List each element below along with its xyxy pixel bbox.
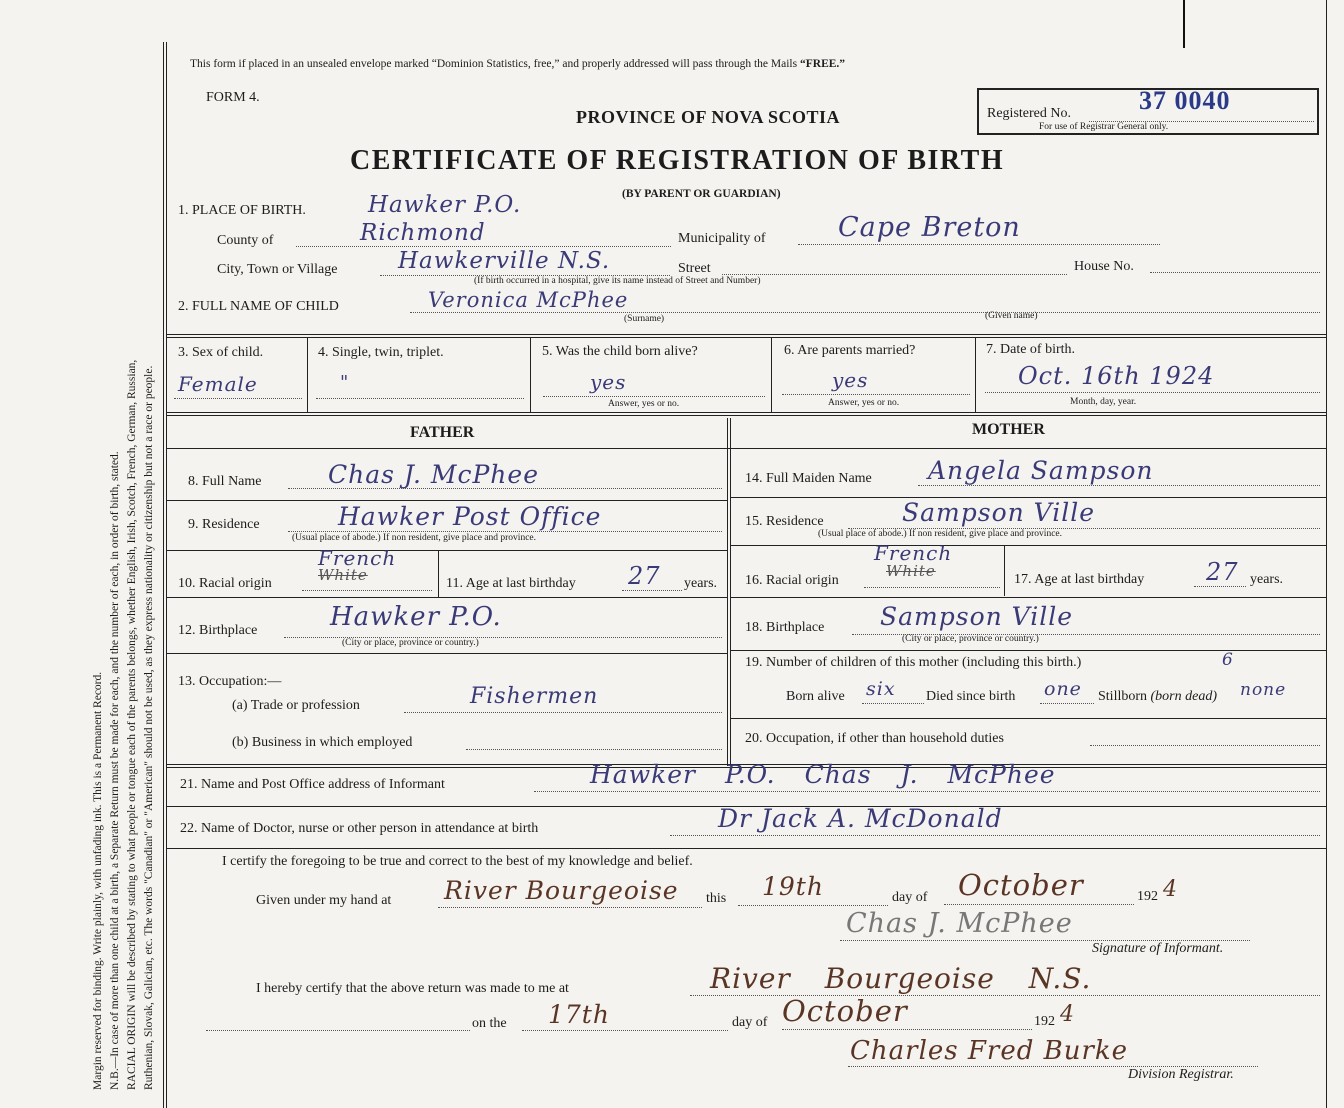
father-residence-note: (Usual place of abode.) If non resident, give place and province. <box>292 533 536 543</box>
registered-number-box <box>977 88 1319 135</box>
province-heading: PROVINCE OF NOVA SCOTIA <box>576 107 841 127</box>
registrar-note: For use of Registrar General only. <box>1039 122 1169 132</box>
form-right-border <box>1326 0 1327 1108</box>
father-business-label: (b) Business in which employed <box>232 735 413 750</box>
registrar-day: 17th <box>548 1000 610 1029</box>
registrar-year-prefix: 192 <box>1034 1014 1055 1029</box>
given-name-note: (Given name) <box>985 311 1038 321</box>
mother-children-value: 6 <box>1222 650 1234 670</box>
mother-name-value: Angela Sampson <box>928 456 1154 485</box>
given-day: 19th <box>762 872 824 901</box>
parents-divider <box>727 418 731 766</box>
father-racial-origin-value: French <box>318 546 397 570</box>
registrar-month: October <box>782 994 908 1028</box>
father-birthplace-label: 12. Birthplace <box>178 623 258 638</box>
form-left-border-inner <box>166 42 167 1108</box>
died-since-birth-value: one <box>1044 678 1082 700</box>
given-month: October <box>958 868 1084 902</box>
house-number-label: House No. <box>1074 259 1134 274</box>
parents-married-value: yes <box>832 368 869 392</box>
margin-note-line-1: Margin reserved for binding. Write plainly, with unfading ink. This is a Permanent Record. <box>92 671 104 1090</box>
mother-birthplace-value: Sampson Ville <box>880 602 1074 631</box>
born-alive-label: 5. Was the child born alive? <box>542 344 698 359</box>
city-label: City, Town or Village <box>217 262 338 277</box>
date-of-birth-value: Oct. 16th 1924 <box>1018 362 1215 390</box>
born-alive-count-value: six <box>866 678 896 700</box>
registrar-place: River Bourgeoise N.S. <box>710 962 1092 995</box>
stillborn-value: none <box>1240 680 1287 700</box>
father-trade-label: (a) Trade or profession <box>232 698 360 713</box>
father-racial-origin-struck: White <box>318 566 368 584</box>
mother-occupation-label: 20. Occupation, if other than household duties <box>745 731 1004 746</box>
date-of-birth-label: 7. Date of birth. <box>986 342 1076 357</box>
doctor-label: 22. Name of Doctor, nurse or other person in attendance at birth <box>180 821 539 836</box>
certification-statement: I certify the foregoing to be true and correct to the best of my knowledge and belief. <box>222 854 693 869</box>
mother-children-label: 19. Number of children of this mother (including this birth.) <box>745 655 1082 670</box>
informant-label: 21. Name and Post Office address of Informant <box>180 777 445 792</box>
father-racial-origin-label: 10. Racial origin <box>178 576 272 591</box>
child-name-label: 2. FULL NAME OF CHILD <box>178 299 339 314</box>
margin-note-line-4: Ruthenian, Slovak, Galician, etc. The words "Canadian" or "American" should not be used, as they express nationality or citizenship but not a race or people. <box>143 365 155 1090</box>
given-year-prefix: 192 <box>1137 889 1158 904</box>
informant-signature: Chas J. McPhee <box>846 908 1073 939</box>
informant-signature-label: Signature of Informant. <box>1092 941 1224 956</box>
margin-note <box>90 360 158 1090</box>
registrar-day-of-label: day of <box>732 1015 768 1030</box>
born-alive-note: Answer, yes or no. <box>608 399 680 409</box>
informant-value: Hawker P.O. Chas J. McPhee <box>590 760 1056 789</box>
doctor-value: Dr Jack A. McDonald <box>718 804 1003 833</box>
given-day-of-label: day of <box>892 890 928 905</box>
mother-age-label: 17. Age at last birthday <box>1014 572 1145 587</box>
mother-birthplace-label: 18. Birthplace <box>745 620 825 635</box>
father-birthplace-note: (City or place, province or country.) <box>342 638 479 648</box>
registrar-statement: I hereby certify that the above return was made to me at <box>256 981 569 996</box>
mother-age-value: 27 <box>1206 558 1239 586</box>
date-of-birth-note: Month, day, year. <box>1070 397 1137 407</box>
born-alive-count-label: Born alive <box>786 689 845 704</box>
municipality-label: Municipality of <box>678 231 766 246</box>
given-this-label: this <box>706 891 727 906</box>
form-number: FORM 4. <box>206 90 260 105</box>
county-label: County of <box>217 233 274 248</box>
father-occupation-label: 13. Occupation:— <box>178 674 282 689</box>
page-subtitle: (BY PARENT OR GUARDIAN) <box>622 188 781 200</box>
registrar-signature-label: Division Registrar. <box>1128 1067 1234 1082</box>
plurality-value: " <box>340 372 350 393</box>
father-residence-value: Hawker Post Office <box>338 502 602 531</box>
mother-residence-value: Sampson Ville <box>902 498 1096 527</box>
born-alive-value: yes <box>590 370 627 394</box>
county-value: Richmond <box>360 220 486 246</box>
given-year-digit: 4 <box>1163 877 1178 902</box>
father-age-label: 11. Age at last birthday <box>446 576 576 591</box>
mother-racial-origin-struck: White <box>886 562 936 580</box>
father-birthplace-value: Hawker P.O. <box>330 602 502 632</box>
father-trade-value: Fishermen <box>470 684 599 709</box>
mail-note: This form if placed in an unsealed envelope marked “Dominion Statistics, free,” and properly addressed will pass through the Mails “FREE.” <box>190 58 846 70</box>
registrar-signature: Charles Fred Burke <box>850 1036 1129 1066</box>
registered-number: 37 0040 <box>1139 86 1231 115</box>
street-label: Street <box>678 261 711 276</box>
registrar-on-the-label: on the <box>472 1016 507 1031</box>
mother-birthplace-note: (City or place, province or country.) <box>902 634 1039 644</box>
father-name-label: 8. Full Name <box>188 474 262 489</box>
father-age-value: 27 <box>628 562 661 590</box>
margin-note-line-3: RACIAL ORIGIN will be described by stating to what people or tongue each of the parents belongs, whether English, Irish, Scotch, French, German, Russian, <box>126 359 138 1090</box>
registrar-year-digit: 4 <box>1060 1002 1075 1027</box>
father-age-unit: years. <box>684 576 718 591</box>
city-value: Hawkerville N.S. <box>398 248 611 274</box>
municipality-value: Cape Breton <box>838 212 1021 243</box>
mother-residence-label: 15. Residence <box>745 514 824 529</box>
parents-married-label: 6. Are parents married? <box>784 343 916 358</box>
sex-value: Female <box>178 372 258 396</box>
father-name-value: Chas J. McPhee <box>328 460 539 489</box>
row3-bottom-rule <box>166 412 1326 416</box>
died-since-birth-label: Died since birth <box>926 689 1016 704</box>
sex-label: 3. Sex of child. <box>178 345 264 360</box>
mother-heading: MOTHER <box>972 421 1045 438</box>
page-title: CERTIFICATE OF REGISTRATION OF BIRTH <box>350 145 1005 176</box>
margin-note-line-2: N.B.—In case of more than one child at a birth, a Separate Return must be made for each, and the number of each, in order of birth, stated. <box>109 451 121 1090</box>
parents-married-note: Answer, yes or no. <box>828 398 900 408</box>
surname-note: (Surname) <box>624 314 665 324</box>
place-of-birth-label: 1. PLACE OF BIRTH. <box>178 203 306 218</box>
child-name-value: Veronica McPhee <box>428 288 629 312</box>
stillborn-label: Stillborn (born dead) <box>1098 689 1218 704</box>
mother-racial-origin-label: 16. Racial origin <box>745 573 839 588</box>
registered-label: Registered No. <box>987 106 1071 121</box>
mother-racial-origin-value: French <box>874 541 953 565</box>
mother-residence-note: (Usual place of abode.) If non resident, give place and province. <box>818 529 1062 539</box>
row3-top-rule <box>166 334 1326 338</box>
given-at-label: Given under my hand at <box>256 893 392 908</box>
father-residence-label: 9. Residence <box>188 517 260 532</box>
form-left-border <box>163 42 164 1108</box>
mother-age-unit: years. <box>1250 572 1284 587</box>
father-heading: FATHER <box>410 424 475 441</box>
place-of-birth-value: Hawker P.O. <box>368 192 522 218</box>
given-at-place: River Bourgeoise <box>444 876 679 905</box>
mother-name-label: 14. Full Maiden Name <box>745 471 872 486</box>
street-note: (If birth occurred in a hospital, give its name instead of Street and Number) <box>474 276 761 286</box>
plurality-label: 4. Single, twin, triplet. <box>318 345 444 360</box>
pen-mark <box>1183 0 1185 48</box>
